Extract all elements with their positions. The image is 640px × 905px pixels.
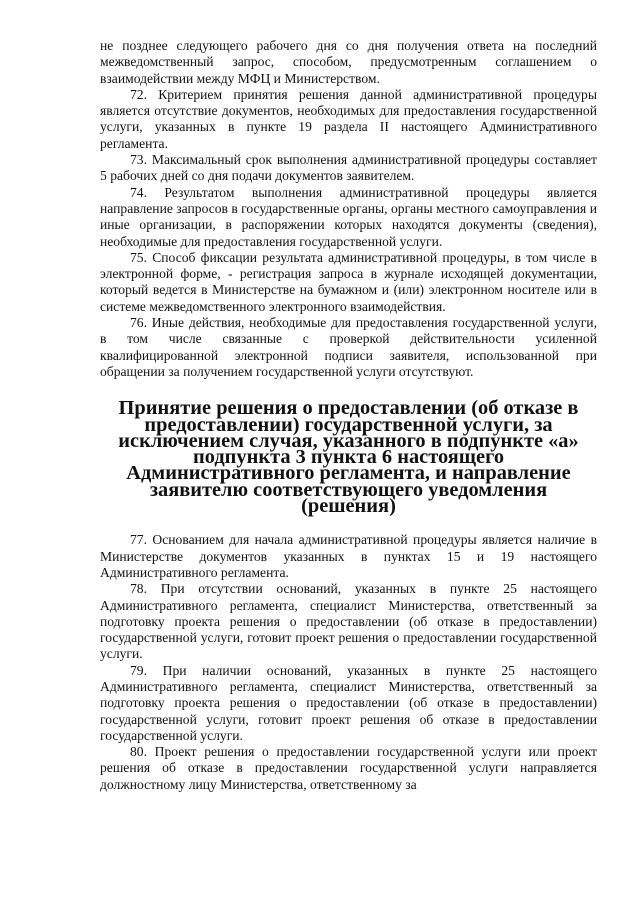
paragraph-72: 72. Критерием принятия решения данной административной процедуры является отсутствие документов, необходимых для предоставления государственной услуги, указанных в пункте 19 раздела II настоящего Административного регламента.: [100, 86, 597, 151]
paragraph-78: 78. При отсутствии оснований, указанных в пункте 25 настоящего Административного регламента, специалист Министерства, ответственный за подготовку проекта решения о предоставлении (об отказе в предоставлении) государственной услуги, готовит проект решения о предоставлении государственной услуги.: [100, 581, 597, 662]
paragraph-79: 79. При наличии оснований, указанных в пункте 25 настоящего Административного регламента, специалист Министерства, ответственный за подготовку проекта решения о предоставлении (об отказе в предоставлении) государственной услуги, готовит проект решения об отказе в предоставлении государственной услуги.: [100, 662, 597, 743]
paragraph-76: 76. Иные действия, необходимые для предоставления государственной услуги, в том числе связанные с проверкой действительности усиленной квалифицированной электронной подписи заявителя, использованной при обращении за получением государственной услуги отсутствуют.: [100, 315, 597, 379]
paragraph-80: 80. Проект решения о предоставлении государственной услуги или проект решения об отказе в предоставлении государственной услуги направляется должностному лицу Министерства, ответственному за: [100, 744, 597, 792]
document-page: [100, 38, 597, 793]
paragraph-continuation: не позднее следующего рабочего дня со дня получения ответа на последний межведомственный запрос, способом, предусмотренным соглашением о взаимодействии между МФЦ и Министерством.: [100, 38, 597, 86]
paragraph-74: 74. Результатом выполнения административной процедуры является направление запросов в государственные органы, органы местного самоуправления и иные организации, в распоряжении которых находятся документы (сведения), необходимые для предоставления государственной услуги.: [100, 184, 597, 249]
paragraph-77: 77. Основанием для начала административной процедуры является наличие в Министерстве документов указанных в пунктах 15 и 19 настоящего Административного регламента.: [100, 532, 597, 580]
paragraph-75: 75. Способ фиксации результата административной процедуры, в том числе в электронной форме, - регистрация запроса в журнале исходящей документации, который ведется в Министерстве на бумажном и (или) электронном носителе или в системе межведомственного электронного взаимодействия.: [100, 249, 597, 314]
section-heading: Принятие решения о предоставлении (об отказе в предоставлении) государственной услуги, за исключением случая, указанного в подпункте «а» подпункта 3 пункта 6 настоящего Административного регламента, и направление заявителю соответствующего уведомления (решения): [118, 397, 579, 518]
paragraph-73: 73. Максимальный срок выполнения административной процедуры составляет 5 рабочих дней со дня подачи документов заявителем.: [100, 152, 597, 184]
